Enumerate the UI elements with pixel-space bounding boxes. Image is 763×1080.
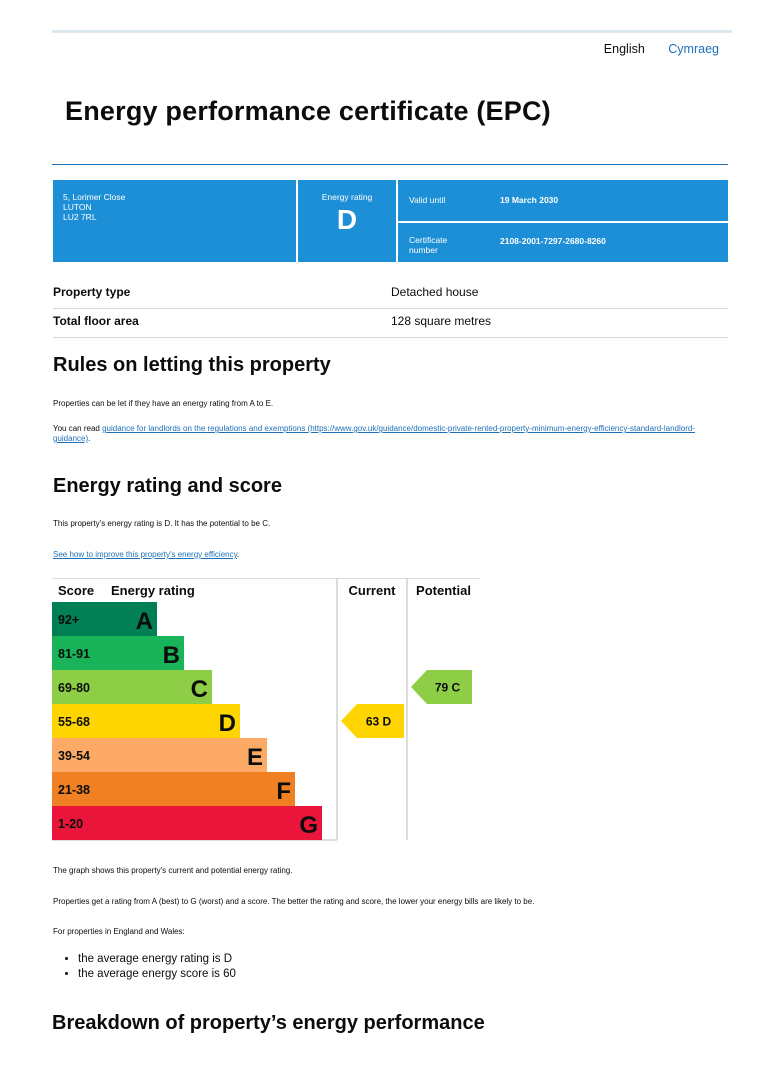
language-english[interactable]: English bbox=[603, 42, 645, 56]
language-switcher bbox=[584, 42, 719, 56]
band-letter-c: C bbox=[190, 676, 208, 703]
letting-guidance-text bbox=[53, 424, 713, 444]
energy-rating-heading: Energy rating and score bbox=[53, 475, 282, 497]
epc-rating-chart bbox=[52, 578, 482, 843]
rating-bar-e bbox=[100, 738, 267, 772]
address-line-3: LU2 7RL bbox=[63, 212, 97, 222]
graph-caption: The graph shows this property's current and potential energy rating. bbox=[53, 866, 293, 875]
landlord-guidance-link[interactable]: guidance for landlords on the regulations and exemptions (https://www.gov.uk/guidance/domestic-private-rented-property-minimum-energy-efficiency-standard-landlord-guidance) bbox=[53, 424, 695, 443]
letting-rules-heading: Rules on letting this property bbox=[53, 354, 331, 376]
score-label-d: 55-68 bbox=[58, 715, 90, 729]
energy-rating-letter: D bbox=[336, 204, 358, 235]
rating-bar-g bbox=[100, 806, 322, 840]
score-label-e: 39-54 bbox=[58, 749, 90, 763]
band-letter-g: G bbox=[299, 812, 318, 839]
chart-header-potential: Potential bbox=[416, 583, 471, 598]
score-label-a: 92+ bbox=[58, 613, 80, 627]
score-label-f: 21-38 bbox=[58, 783, 90, 797]
band-letter-e: E bbox=[246, 744, 263, 771]
panel-divider bbox=[398, 221, 728, 223]
band-letter-d: D bbox=[218, 710, 236, 737]
page-title: Energy performance certificate (EPC) bbox=[65, 96, 551, 126]
property-type-row bbox=[53, 280, 728, 309]
score-label-g: 1-20 bbox=[58, 817, 84, 831]
floor-area-row bbox=[53, 309, 728, 338]
potential-rating-label: 79 C bbox=[434, 680, 461, 695]
guidance-suffix: . bbox=[88, 434, 91, 443]
average-rating-list bbox=[62, 952, 236, 982]
address-line-2: LUTON bbox=[63, 202, 92, 212]
valid-until-label: Valid until bbox=[409, 195, 446, 205]
certificate-number-value: 2108-2001-7297-2680-8260 bbox=[500, 236, 606, 246]
address-line-1: 5, Lorimer Close bbox=[63, 192, 126, 202]
list-item: • the average energy rating is D bbox=[78, 952, 236, 967]
breakdown-heading: Breakdown of property’s energy performance bbox=[52, 1012, 485, 1034]
floor-area-label: Total floor area bbox=[53, 314, 139, 328]
floor-area-value: 128 square metres bbox=[391, 314, 492, 328]
title-divider bbox=[52, 164, 728, 165]
score-label-b: 81-91 bbox=[58, 647, 90, 661]
improve-link-prefix[interactable]: See how to improve this property's bbox=[53, 550, 178, 559]
energy-efficiency-link[interactable]: energy efficiency bbox=[177, 550, 237, 559]
list-item: • the average energy score is 60 bbox=[78, 967, 236, 982]
chart-header-score: Score bbox=[58, 583, 95, 598]
valid-until-value: 19 March 2030 bbox=[500, 195, 559, 205]
rating-bar-f bbox=[100, 772, 295, 806]
band-letter-b: B bbox=[162, 642, 180, 669]
score-label-c: 69-80 bbox=[58, 681, 90, 695]
property-type-label: Property type bbox=[53, 285, 131, 299]
energy-rating-label: Energy rating bbox=[321, 192, 373, 202]
band-letter-a: A bbox=[135, 608, 153, 635]
chart-header-energy-rating: Energy rating bbox=[111, 583, 195, 598]
chart-header-current: Current bbox=[348, 583, 396, 598]
band-letter-f: F bbox=[276, 778, 291, 805]
england-wales-intro: For properties in England and Wales: bbox=[53, 927, 185, 936]
improve-efficiency-text bbox=[53, 550, 239, 560]
property-address bbox=[63, 192, 125, 222]
current-rating-label: 63 D bbox=[365, 714, 392, 729]
guidance-prefix: You can read bbox=[53, 424, 103, 433]
rating-explanation: Properties get a rating from A (best) to G (worst) and a score. The better the rating and score, the lower your energy bills are likely to be. bbox=[53, 897, 535, 906]
certificate-number-label: Certificate number bbox=[409, 235, 448, 255]
language-welsh-link[interactable]: Cymraeg bbox=[668, 42, 719, 56]
summary-panel bbox=[53, 180, 728, 262]
top-divider bbox=[52, 30, 732, 33]
energy-rating-text: This property's energy rating is D. It has the potential to be C. bbox=[53, 519, 271, 528]
improve-link-suffix: . bbox=[237, 550, 240, 559]
property-type-value: Detached house bbox=[391, 285, 479, 299]
letting-rules-text: Properties can be let if they have an energy rating from A to E. bbox=[53, 399, 274, 408]
